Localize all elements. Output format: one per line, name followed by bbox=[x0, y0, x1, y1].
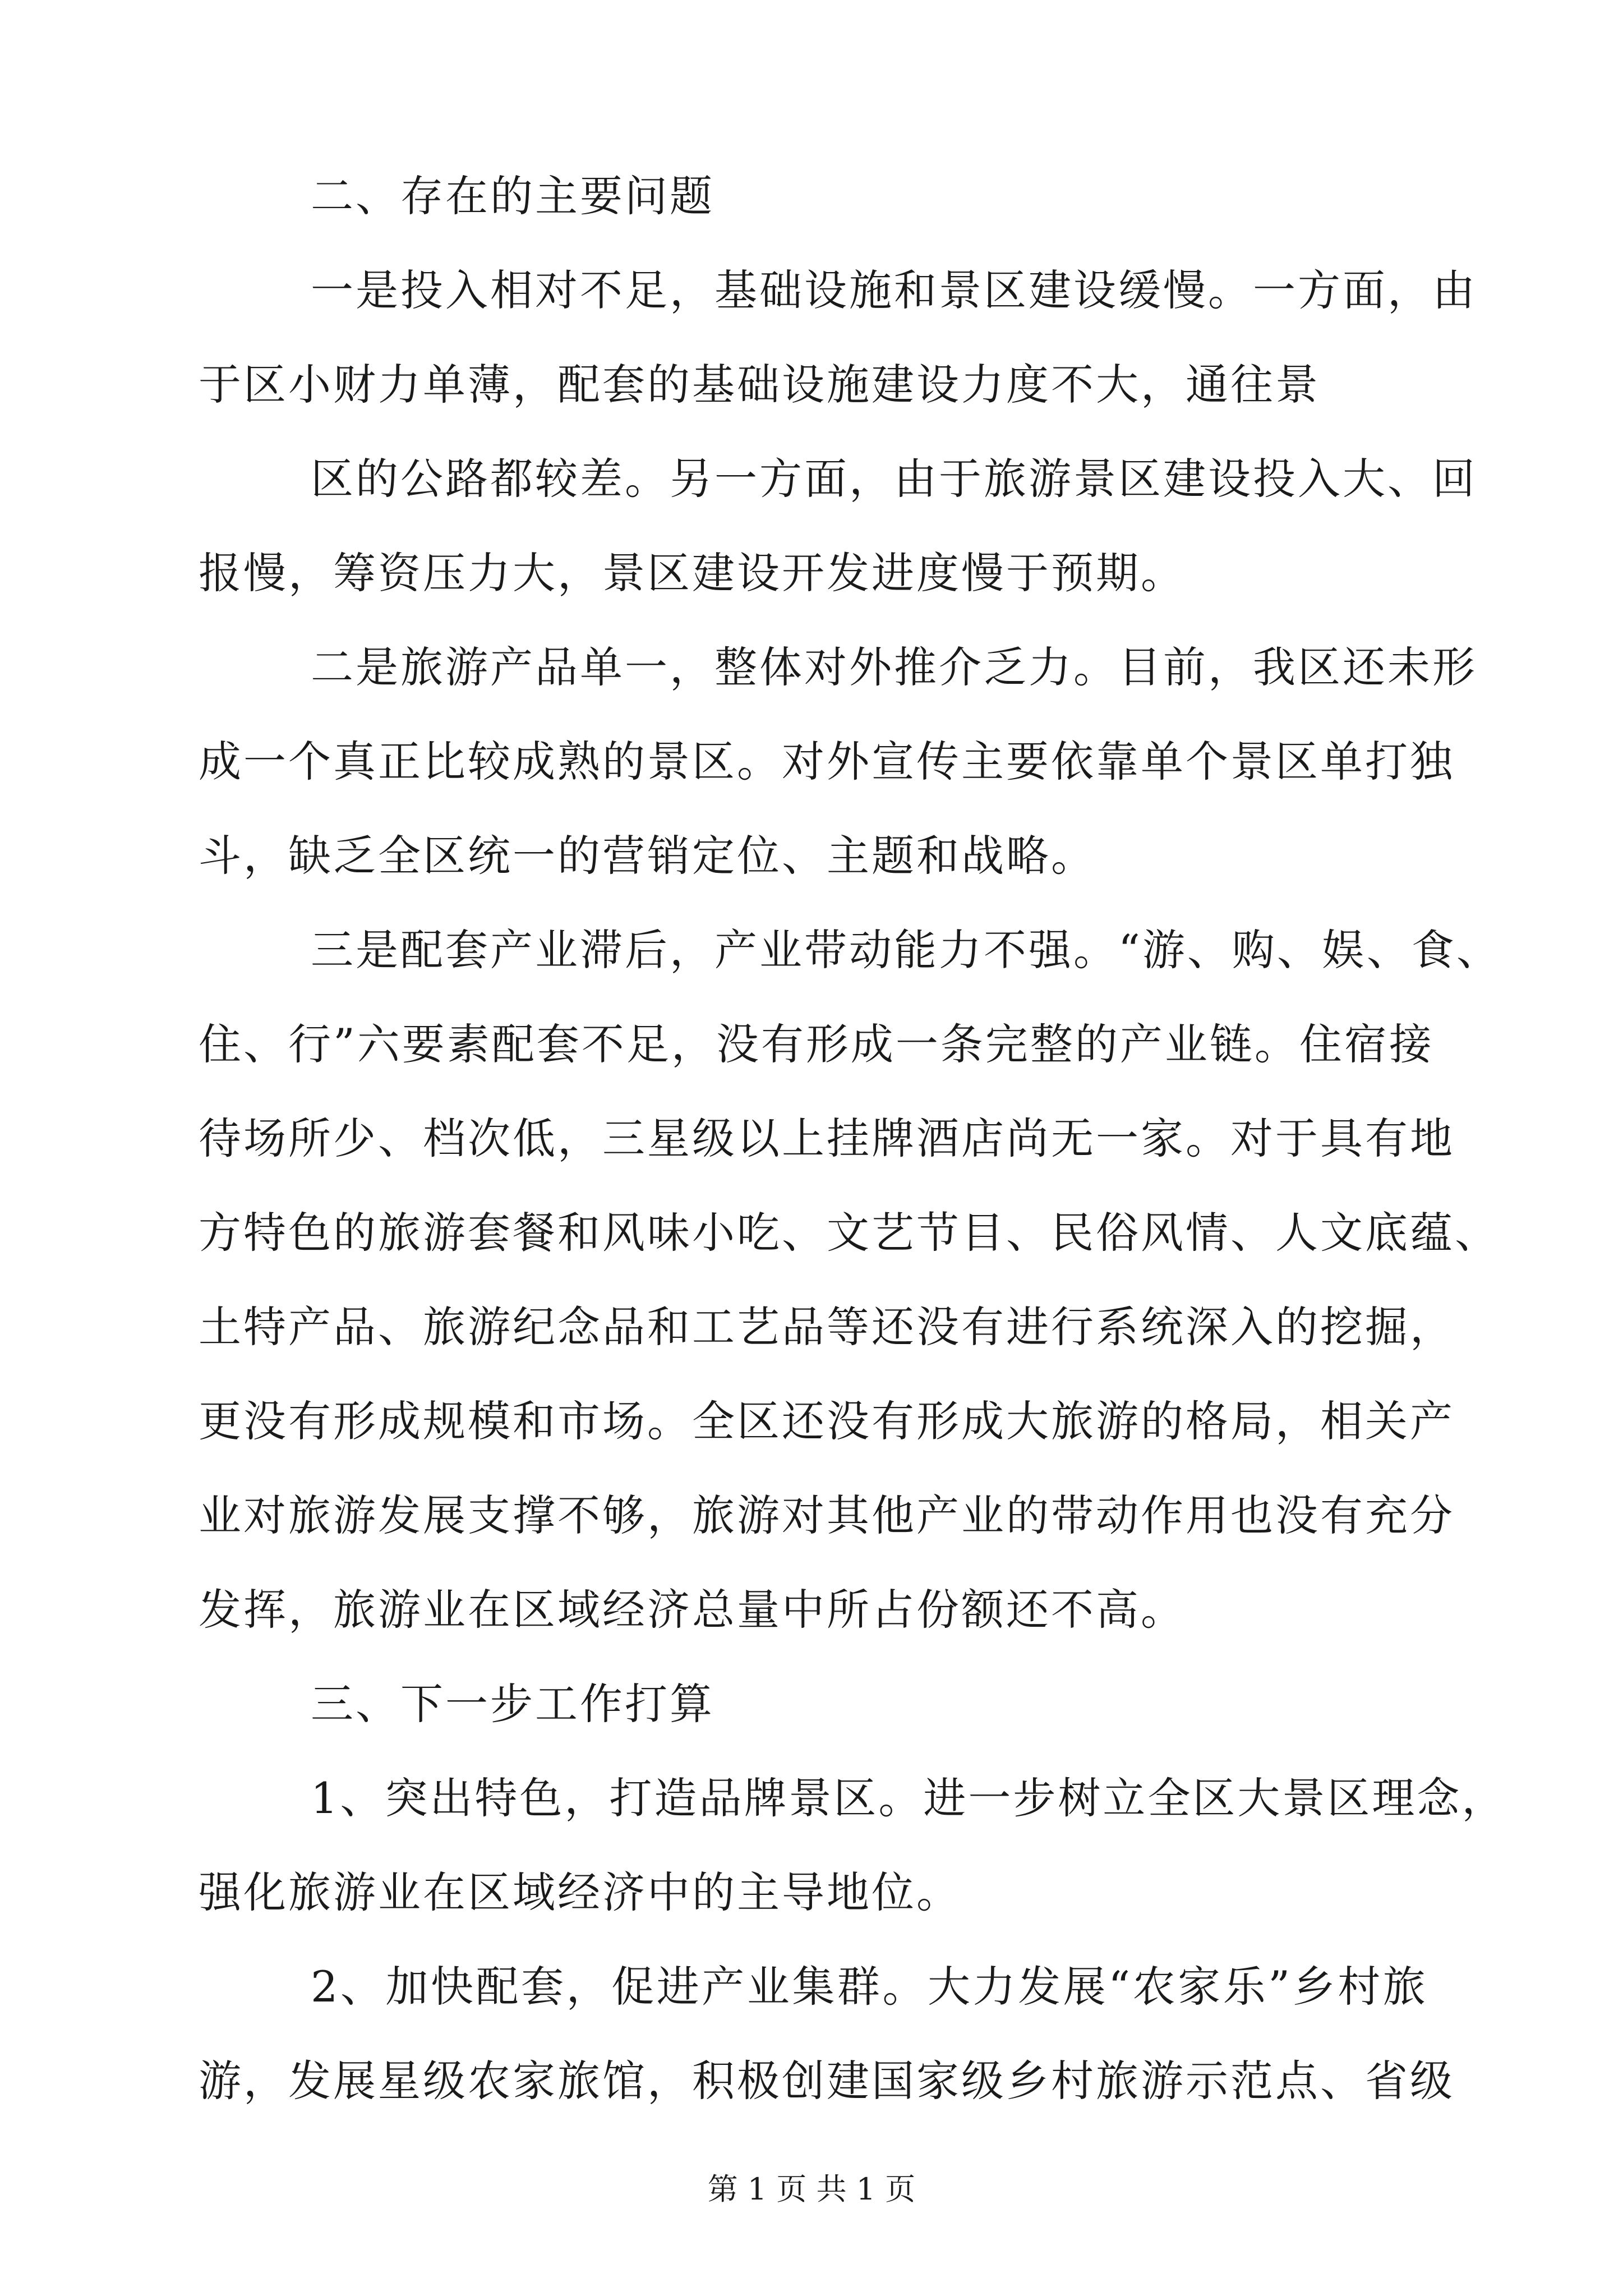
paragraph-line: 1 、 突 出 特 色 ， 打 造 品 牌 景 区 。 进 一 步 树 立 全 区 大 景 区 理 念 ， bbox=[311, 1773, 1507, 1823]
section-heading: 三、下一步工作打算 bbox=[311, 1679, 714, 1729]
paragraph-line: 更 没 有 形 成 规 模 和 市 场 。 全 区 还 没 有 形 成 大 旅 游 的 格 局 ， 相 关 产 bbox=[199, 1396, 1455, 1446]
paragraph-line: 住 、 行 ” 六 要 素 配 套 不 足 ， 没 有 形 成 一 条 完 整 的 产 业 链 。 住 宿 接 bbox=[199, 1019, 1434, 1069]
paragraph-line: 于区小财力单薄，配套的基础设施建设力度不大，通往景 bbox=[199, 360, 1320, 409]
paragraph-line: 土 特 产 品 、 旅 游 纪 念 品 和 工 艺 品 等 还 没 有 进 行 系 统 深 入 的 挖 掘 ， bbox=[199, 1302, 1455, 1352]
paragraph-line: 发挥，旅游业在区域经济总量中所占份额还不高。 bbox=[199, 1585, 1186, 1635]
paragraph-line: 区 的 公 路 都 较 差 。 另 一 方 面 ， 由 于 旅 游 景 区 建 设 投 入 大 、 回 bbox=[311, 454, 1477, 504]
paragraph-line: 游 ， 发 展 星 级 农 家 旅 馆 ， 积 极 创 建 国 家 级 乡 村 旅 游 示 范 点 、 省 级 bbox=[199, 2056, 1455, 2106]
paragraph-line: 二 是 旅 游 产 品 单 一 ， 整 体 对 外 推 介 乏 力 。 目 前 ， 我 区 还 未 形 bbox=[311, 642, 1477, 692]
paragraph-line: 方 特 色 的 旅 游 套 餐 和 风 味 小 吃 、 文 艺 节 目 、 民 俗 风 情 、 人 文 底 蕴 、 bbox=[199, 1208, 1500, 1258]
paragraph-line: 报慢，筹资压力大，景区建设开发进度慢于预期。 bbox=[199, 548, 1186, 598]
paragraph-line: 斗，缺乏全区统一的营销定位、主题和战略。 bbox=[199, 831, 1096, 881]
paragraph-line: 业 对 旅 游 发 展 支 撑 不 够 ， 旅 游 对 其 他 产 业 的 带 动 作 用 也 没 有 充 分 bbox=[199, 1490, 1455, 1540]
page-footer: 第 1 页 共 1 页 bbox=[707, 2171, 916, 2207]
paragraph-line: 成 一 个 真 正 比 较 成 熟 的 景 区 。 对 外 宣 传 主 要 依 靠 单 个 景 区 单 打 独 bbox=[199, 737, 1455, 786]
paragraph-line: 2 、 加 快 配 套 ， 促 进 产 业 集 群 。 大 力 发 展 “ 农 家 乐 ” 乡 村 旅 bbox=[311, 1962, 1428, 2012]
paragraph-line: 三 是 配 套 产 业 滞 后 ， 产 业 带 动 能 力 不 强 。 “ 游 、 购 、 娱 、 食 、 bbox=[311, 925, 1501, 975]
paragraph-line: 待 场 所 少 、 档 次 低 ， 三 星 级 以 上 挂 牌 酒 店 尚 无 一 家 。 对 于 具 有 地 bbox=[199, 1114, 1455, 1163]
paragraph-line: 一 是 投 入 相 对 不 足 ， 基 础 设 施 和 景 区 建 设 缓 慢 。 一 方 面 ， 由 bbox=[311, 265, 1477, 315]
section-heading: 二、存在的主要问题 bbox=[311, 171, 714, 221]
paragraph-line: 强化旅游业在区域经济中的主导地位。 bbox=[199, 1867, 961, 1917]
